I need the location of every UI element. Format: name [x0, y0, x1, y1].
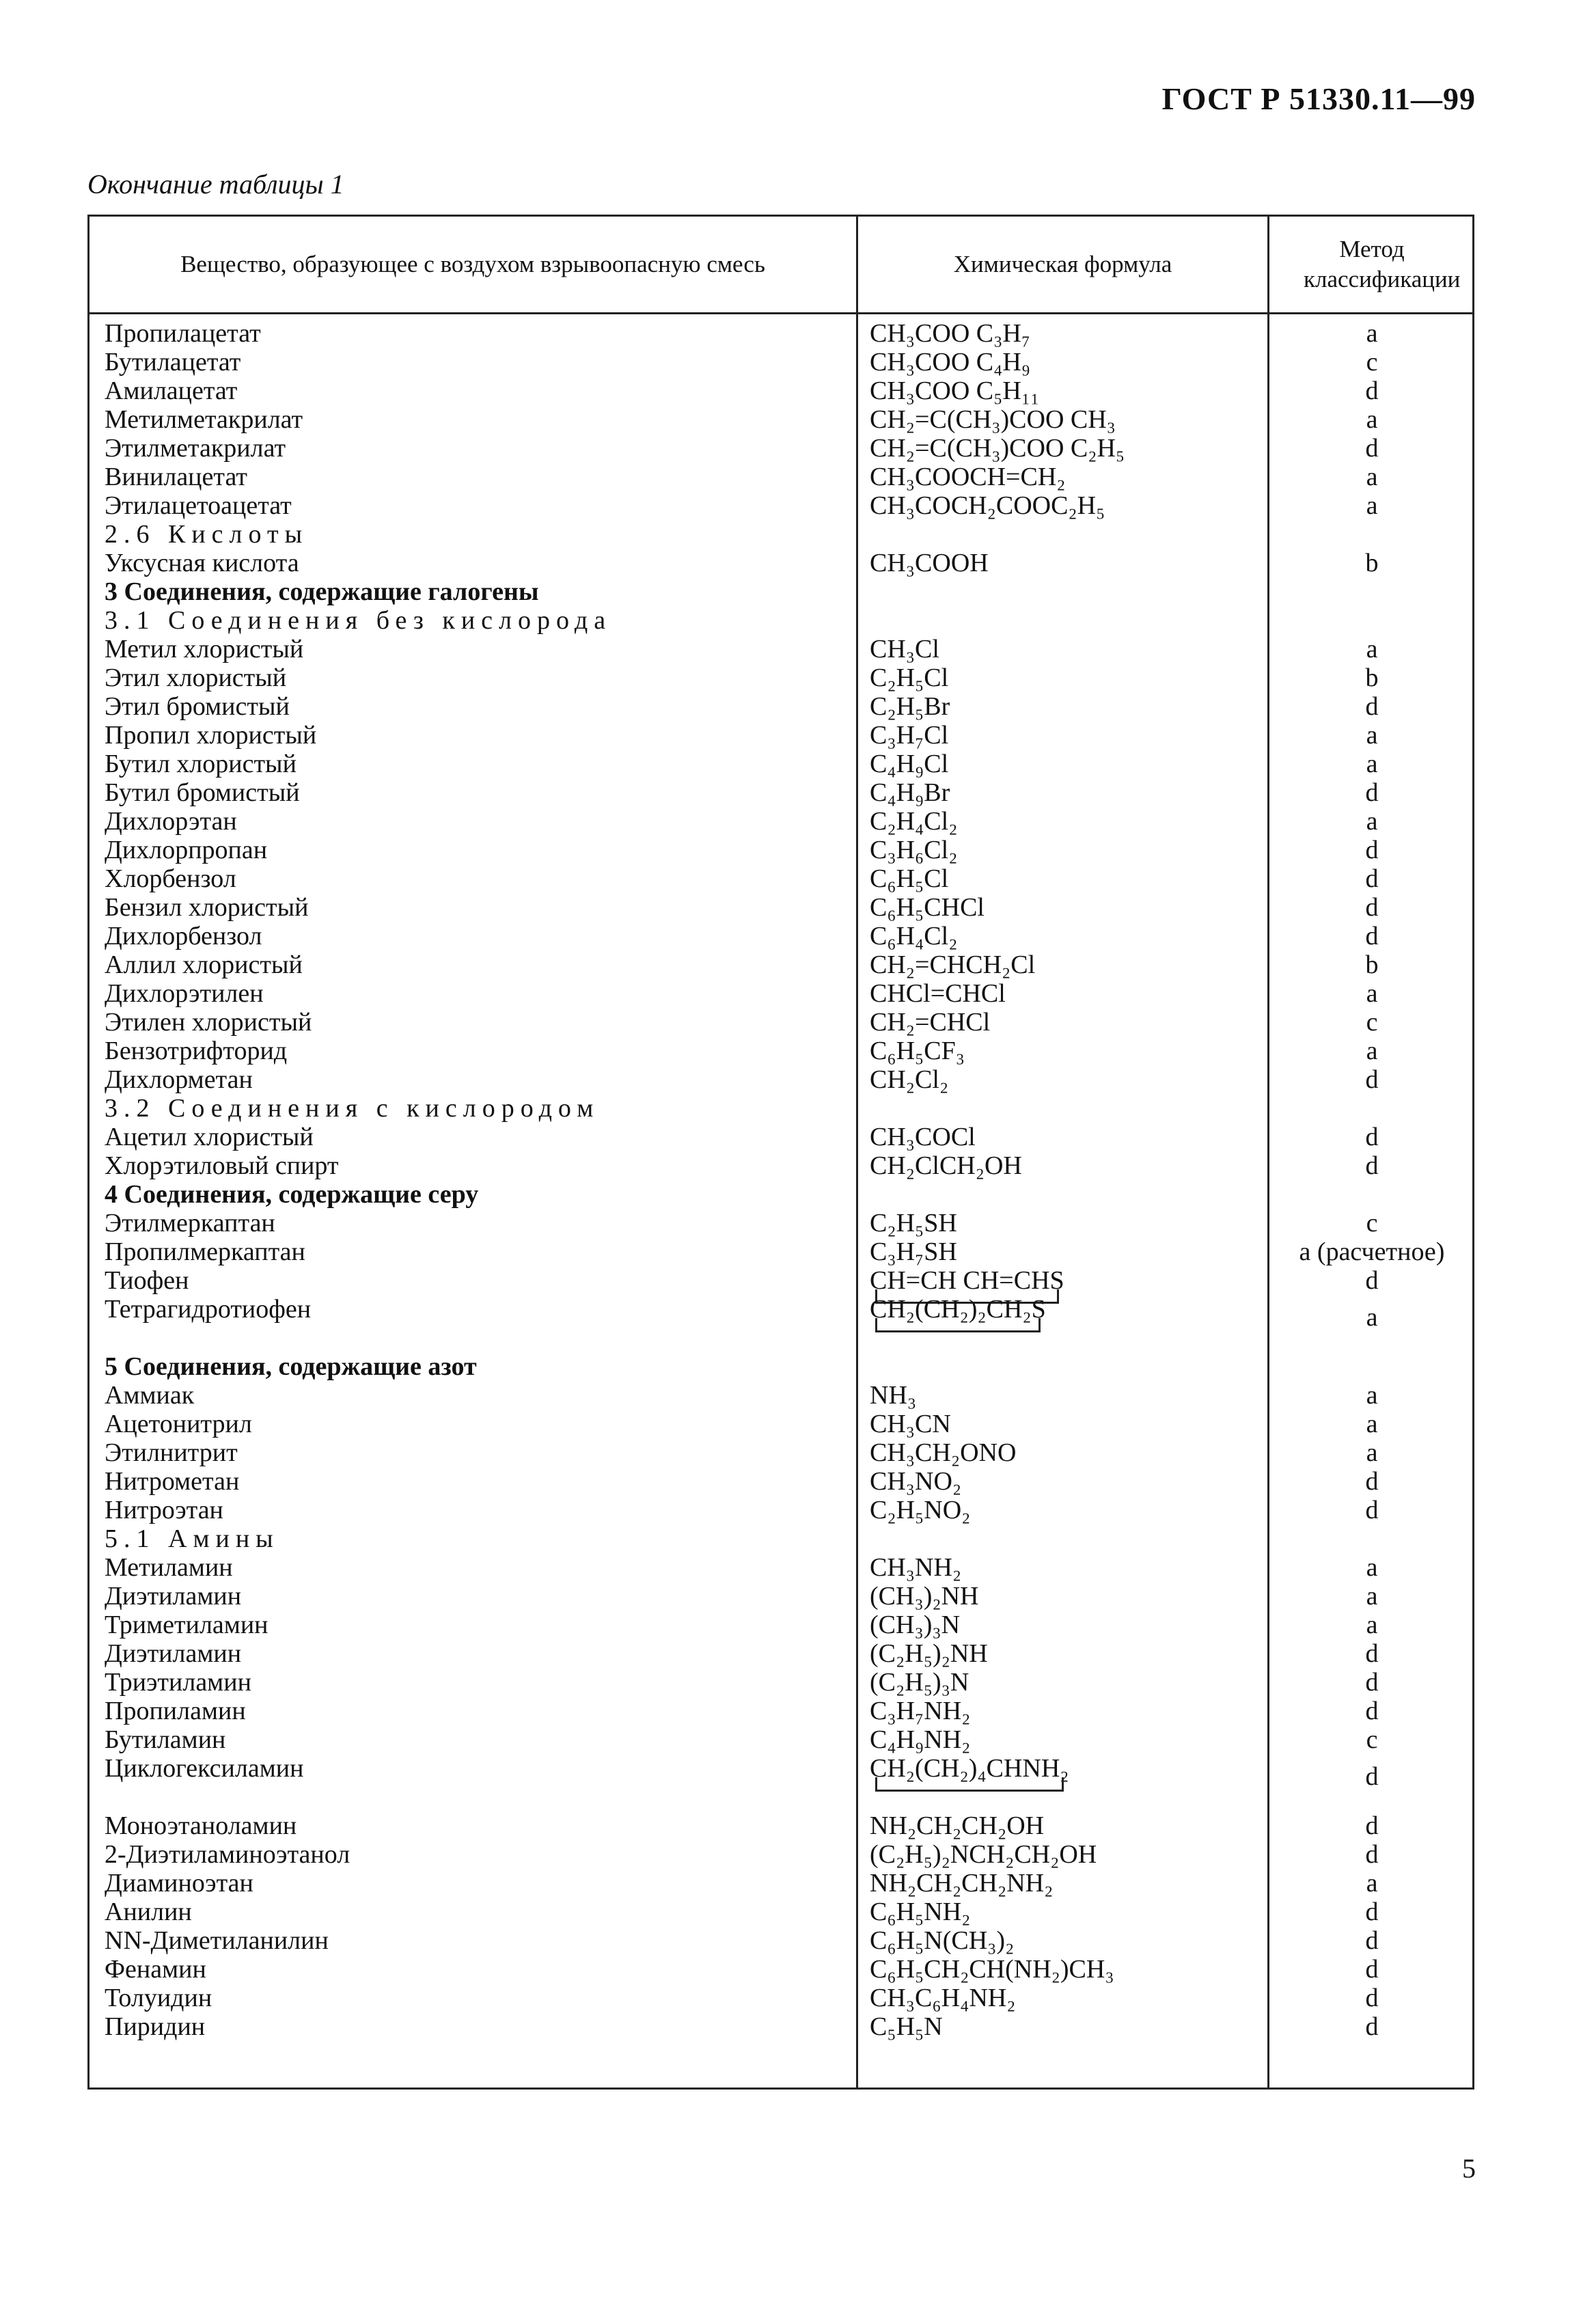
header-method [1269, 217, 1474, 312]
chemical-formula: C₃H₇NH₂ [870, 1697, 971, 1725]
classification-method: a [1366, 1410, 1378, 1438]
substance-name: 5 Соединения, содержащие азот [105, 1352, 477, 1381]
chemical-formula: CH₂=CHCl [870, 1008, 991, 1037]
substance-name: Фенамин [105, 1955, 206, 1984]
table-row [90, 979, 1472, 1008]
classification-method: d [1365, 1762, 1379, 1791]
substance-name: Метилметакрилат [105, 405, 303, 434]
table-row [90, 1869, 1472, 1898]
classification-method: a [1366, 1611, 1378, 1639]
chemical-formula: C₃H₆Cl₂ [870, 836, 958, 864]
classification-method: d [1365, 1639, 1379, 1668]
substance-name: Моноэтаноламин [105, 1811, 297, 1840]
substance-name: Нитроэтан [105, 1496, 223, 1524]
header-substance: Вещество, образующее с воздухом взрывоопасную смесь [180, 251, 765, 277]
substance-name: Этил бромистый [105, 692, 290, 721]
table-row [90, 549, 1472, 577]
table-row [90, 1180, 1472, 1209]
chemical-formula: NH₂CH₂CH₂NH₂ [870, 1869, 1054, 1898]
substance-name: Диэтиламин [105, 1582, 242, 1611]
header-method-label: Метод классификации [1304, 236, 1461, 292]
chemical-formula: C₆H₅CHCl [870, 893, 985, 922]
chemical-formula: CH₂ClCH₂OH [870, 1151, 1022, 1180]
substance-name: Пропилацетат [105, 319, 261, 348]
chemical-formula: CH₃COO C₄H₉ [870, 348, 1031, 377]
substance-name: 3 Соединения, содержащие галогены [105, 577, 539, 606]
classification-method: a [1366, 405, 1378, 434]
table-row [90, 348, 1472, 377]
chemical-formula: C₃H₇SH [870, 1237, 957, 1266]
classification-method: a (расчетное) [1299, 1237, 1445, 1266]
table-row [90, 1582, 1472, 1611]
classification-method: d [1365, 692, 1379, 721]
table-row [90, 1295, 1472, 1352]
chemical-formula: CH₂=C(CH₃)COO CH₃ [870, 405, 1116, 434]
chemical-formula: CH₂=CHCH₂Cl [870, 950, 1036, 979]
classification-method: b [1365, 549, 1379, 577]
ring-formula [870, 1754, 1069, 1783]
substance-name: Пропиламин [105, 1697, 246, 1725]
chemical-formula: C₃H₇Cl [870, 721, 949, 750]
classification-method: a [1366, 635, 1378, 663]
document-code: ГОСТ Р 51330.11—99 [1161, 81, 1476, 116]
table-row [90, 1639, 1472, 1668]
classification-method: d [1365, 377, 1379, 405]
classification-method: a [1366, 1303, 1378, 1332]
table-row [90, 1151, 1472, 1180]
substance-name: Хлорэтиловый спирт [105, 1151, 339, 1180]
substance-name: Этилацетоацетат [105, 491, 292, 520]
table-row [90, 1410, 1472, 1438]
table-row [90, 463, 1472, 491]
substance-name: Этилнитрит [105, 1438, 238, 1467]
chemical-formula: C₆H₅CH₂CH(NH₂)CH₃ [870, 1955, 1114, 1984]
classification-method: d [1365, 778, 1379, 807]
classification-method: d [1365, 864, 1379, 893]
classification-method: d [1365, 1668, 1379, 1697]
table-row [90, 1955, 1472, 1984]
table-row [90, 1209, 1472, 1237]
table-row [90, 405, 1472, 434]
classification-method: a [1366, 1582, 1378, 1611]
table-row [90, 1438, 1472, 1467]
substance-name: Тиофен [105, 1266, 189, 1295]
chemical-formula: (C₂H₅)₂NH [870, 1639, 988, 1668]
table-row [90, 663, 1472, 692]
chemical-formula: C₆H₅Cl [870, 864, 949, 893]
classification-method: d [1365, 1697, 1379, 1725]
chemical-formula: CHCl=CHCl [870, 979, 1006, 1008]
chemical-formula: C₂H₅SH [870, 1209, 957, 1237]
chemical-formula: C₂H₅Br [870, 692, 950, 721]
table-row [90, 377, 1472, 405]
substance-name: NN-Диметиланилин [105, 1926, 329, 1955]
table-row [90, 1926, 1472, 1955]
classification-method: d [1365, 836, 1379, 864]
table-row [90, 1237, 1472, 1266]
table-row [90, 1266, 1472, 1295]
classification-method: d [1365, 1984, 1379, 2012]
chemical-formula: CH₃CH₂ONO [870, 1438, 1017, 1467]
substance-name: Этил хлористый [105, 663, 287, 692]
classification-method: a [1366, 491, 1378, 520]
chemical-formula [870, 1266, 1064, 1295]
ring-formula-text: CH₂(CH₂)₄CHNH₂ [870, 1754, 1069, 1783]
substance-name: Нитрометан [105, 1467, 240, 1496]
substance-name: Этилмеркаптан [105, 1209, 275, 1237]
table-row [90, 1811, 1472, 1840]
chemical-formula: C₄H₉Br [870, 778, 950, 807]
table-row [90, 950, 1472, 979]
substance-name: Аллил хлористый [105, 950, 303, 979]
substance-name: Дихлорэтилен [105, 979, 264, 1008]
table-row [90, 606, 1472, 635]
substance-name: Дихлорметан [105, 1065, 253, 1094]
substance-name: Бензотрифторид [105, 1037, 288, 1065]
classification-method: d [1365, 2012, 1379, 2041]
ring-bond-bracket [875, 1777, 1064, 1792]
substance-name: Дихлорпропан [105, 836, 268, 864]
chemical-formula: C₄H₉Cl [870, 750, 949, 778]
substance-name: 2-Диэтиламиноэтанол [105, 1840, 350, 1869]
substance-name: Триэтиламин [105, 1668, 251, 1697]
substance-name: 4 Соединения, содержащие серу [105, 1180, 479, 1209]
table-row [90, 893, 1472, 922]
chemical-formula: CH₃C₆H₄NH₂ [870, 1984, 1016, 2012]
table-row [90, 319, 1472, 348]
substance-name: Ацетонитрил [105, 1410, 252, 1438]
substance-name: Толуидин [105, 1984, 212, 2012]
chemical-formula: CH₃COO C₅H₁₁ [870, 377, 1040, 405]
table-caption: Окончание таблицы 1 [87, 169, 344, 200]
substance-name: 3.2 Соединения с кислородом [105, 1094, 600, 1123]
chemical-formula: CH₃COOH [870, 549, 989, 577]
chemical-formula: C₂H₅Cl [870, 663, 949, 692]
substance-name: Бутилацетат [105, 348, 241, 377]
classification-method: a [1366, 463, 1378, 491]
chemical-formula: C₅H₅N [870, 2012, 943, 2041]
page-number: 5 [1462, 2153, 1476, 2184]
chemical-formula: C₂H₅NO₂ [870, 1496, 971, 1524]
substance-name: Бензил хлористый [105, 893, 309, 922]
table-row [90, 1668, 1472, 1697]
table-row [90, 1840, 1472, 1869]
table-row [90, 864, 1472, 893]
chemical-formula: CH₃Cl [870, 635, 939, 663]
ring-formula-text: CH=CH CH=CHS [870, 1266, 1064, 1295]
classification-method: c [1366, 1209, 1378, 1237]
chemical-formula: CH₃NH₂ [870, 1553, 962, 1582]
table-row [90, 1094, 1472, 1123]
table-row [90, 1524, 1472, 1553]
classification-method: a [1366, 750, 1378, 778]
table-row [90, 1725, 1472, 1754]
substance-name: Пропил хлористый [105, 721, 317, 750]
substance-name: Циклогексиламин [105, 1754, 304, 1783]
table-row [90, 434, 1472, 463]
substance-name: Уксусная кислота [105, 549, 299, 577]
classification-method: c [1366, 1008, 1378, 1037]
substance-name: 5.1 Амины [105, 1524, 279, 1553]
classification-method: a [1366, 1381, 1378, 1410]
table-row [90, 1553, 1472, 1582]
substance-name: Амилацетат [105, 377, 238, 405]
ring-formula-text: CH₂(CH₂)₂CH₂S [870, 1295, 1046, 1324]
substance-name: Дихлорэтан [105, 807, 237, 836]
table-row [90, 1037, 1472, 1065]
classification-method: d [1365, 1955, 1379, 1984]
chemical-formula [870, 1754, 1069, 1783]
table-row [90, 1352, 1472, 1381]
table-row [90, 1381, 1472, 1410]
classification-method: a [1366, 319, 1378, 348]
classification-method: d [1365, 1266, 1379, 1295]
chemical-formula: CH₃NO₂ [870, 1467, 962, 1496]
header-formula: Химическая формула [953, 251, 1172, 277]
table-row [90, 1898, 1472, 1926]
substance-name: Бутил бромистый [105, 778, 300, 807]
classification-method: c [1366, 348, 1378, 377]
chemical-formula: (CH₃)₂NH [870, 1582, 979, 1611]
classification-method: a [1366, 1869, 1378, 1898]
classification-method: d [1365, 1926, 1379, 1955]
substance-name: Бутил хлористый [105, 750, 297, 778]
table-row [90, 721, 1472, 750]
table-row [90, 778, 1472, 807]
ring-bond-bracket [875, 1318, 1041, 1332]
table-row [90, 922, 1472, 950]
table-header [90, 217, 1472, 314]
substance-name: 2.6 Кислоты [105, 520, 309, 549]
chemical-formula [870, 1295, 1046, 1324]
classification-method: c [1366, 1725, 1378, 1754]
substance-name: Метиламин [105, 1553, 233, 1582]
chemical-formula: (CH₃)₃N [870, 1611, 961, 1639]
classification-method: d [1365, 1840, 1379, 1869]
substance-name: Триметиламин [105, 1611, 269, 1639]
classification-method: d [1365, 893, 1379, 922]
chemical-formula: C₆H₅NH₂ [870, 1898, 971, 1926]
classification-method: a [1366, 721, 1378, 750]
classification-method: a [1366, 1438, 1378, 1467]
table-row [90, 2012, 1472, 2041]
chemical-formula: (C₂H₅)₃N [870, 1668, 969, 1697]
table-row [90, 635, 1472, 663]
substance-name: Пиридин [105, 2012, 206, 2041]
substance-name: Диэтиламин [105, 1639, 242, 1668]
table-row [90, 1496, 1472, 1524]
substance-name: Диаминоэтан [105, 1869, 253, 1898]
table-row [90, 836, 1472, 864]
classification-method: a [1366, 1037, 1378, 1065]
substance-name: Ацетил хлористый [105, 1123, 314, 1151]
chemical-formula: NH₂CH₂CH₂OH [870, 1811, 1045, 1840]
chemical-formula: C₆H₅N(CH₃)₂ [870, 1926, 1015, 1955]
table-row [90, 692, 1472, 721]
table-row [90, 491, 1472, 520]
substance-name: Бутиламин [105, 1725, 226, 1754]
table-row [90, 1065, 1472, 1094]
substance-name: Анилин [105, 1898, 192, 1926]
classification-method: d [1365, 1898, 1379, 1926]
classification-method: b [1365, 663, 1379, 692]
table-row [90, 1008, 1472, 1037]
chemical-formula: C₄H₉NH₂ [870, 1725, 971, 1754]
classification-method: a [1366, 1553, 1378, 1582]
chemical-formula: CH₃COCH₂COOC₂H₅ [870, 491, 1105, 520]
chemical-formula: C₂H₄Cl₂ [870, 807, 958, 836]
substance-name: Этилен хлористый [105, 1008, 312, 1037]
chemical-formula: CH₂=C(CH₃)COO C₂H₅ [870, 434, 1125, 463]
table-row [90, 1611, 1472, 1639]
chemical-formula: CH₃COO C₃H₇ [870, 319, 1031, 348]
table-row [90, 750, 1472, 778]
table-row [90, 1754, 1472, 1811]
classification-method: d [1365, 922, 1379, 950]
substance-name: Метил хлористый [105, 635, 304, 663]
table-row [90, 1697, 1472, 1725]
substances-table [87, 215, 1474, 2090]
chemical-formula: (C₂H₅)₂NCH₂CH₂OH [870, 1840, 1097, 1869]
table-body [90, 319, 1472, 2041]
chemical-formula: CH₃CN [870, 1410, 951, 1438]
table-row [90, 577, 1472, 606]
chemical-formula: C₆H₄Cl₂ [870, 922, 958, 950]
substance-name: Дихлорбензол [105, 922, 262, 950]
ring-formula [870, 1295, 1046, 1324]
table-row [90, 520, 1472, 549]
table-row [90, 807, 1472, 836]
ring-formula [870, 1266, 1064, 1295]
chemical-formula: CH₃COOCH=CH₂ [870, 463, 1066, 491]
substance-name: Тетрагидротиофен [105, 1295, 312, 1324]
classification-method: d [1365, 1123, 1379, 1151]
substance-name: Аммиак [105, 1381, 195, 1410]
chemical-formula: CH₃COCl [870, 1123, 976, 1151]
substance-name: 3.1 Соединения без кислорода [105, 606, 612, 635]
classification-method: d [1365, 1151, 1379, 1180]
chemical-formula: NH₃ [870, 1381, 917, 1410]
classification-method: a [1366, 979, 1378, 1008]
substance-name: Пропилмеркаптан [105, 1237, 305, 1266]
substance-name: Этилметакрилат [105, 434, 286, 463]
classification-method: a [1366, 807, 1378, 836]
table-row [90, 1984, 1472, 2012]
substance-name: Хлорбензол [105, 864, 236, 893]
classification-method: d [1365, 1065, 1379, 1094]
chemical-formula: CH₂Cl₂ [870, 1065, 949, 1094]
classification-method: b [1365, 950, 1379, 979]
classification-method: d [1365, 1496, 1379, 1524]
table-row [90, 1467, 1472, 1496]
table-row [90, 1123, 1472, 1151]
chemical-formula: C₆H₅CF₃ [870, 1037, 965, 1065]
classification-method: d [1365, 434, 1379, 463]
classification-method: d [1365, 1811, 1379, 1840]
classification-method: d [1365, 1467, 1379, 1496]
substance-name: Винилацетат [105, 463, 247, 491]
